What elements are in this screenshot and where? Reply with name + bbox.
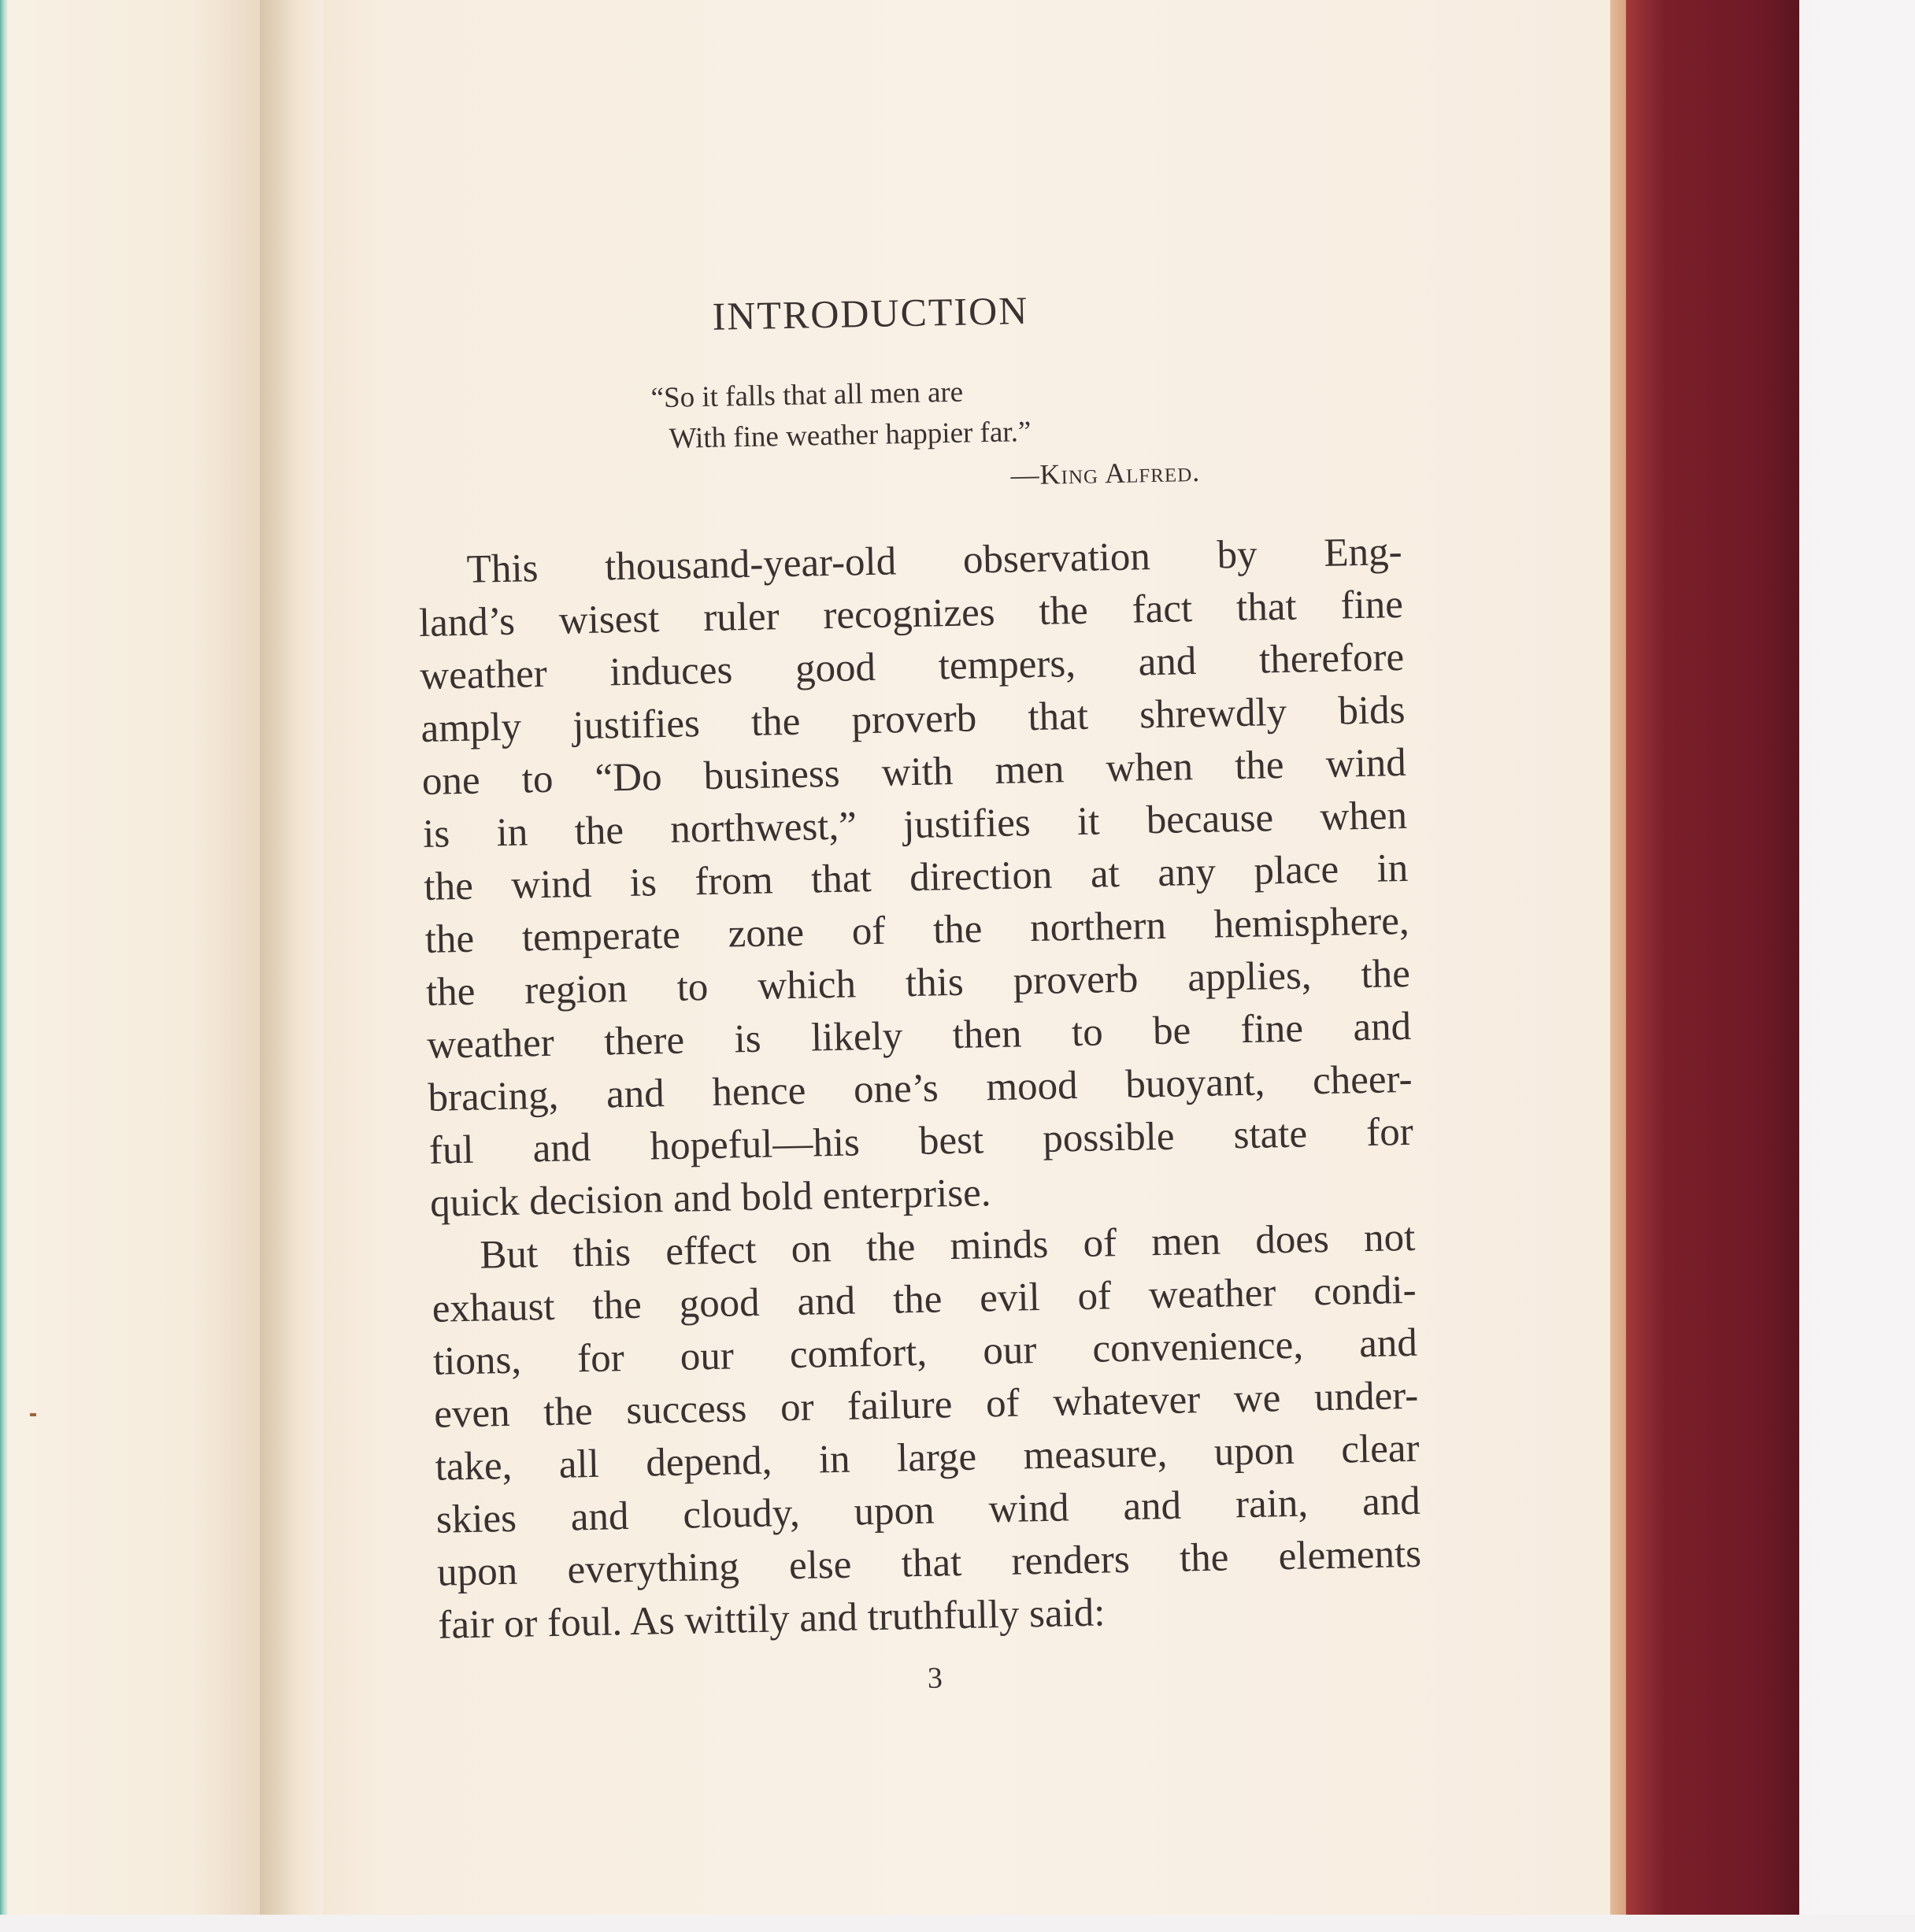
chapter-title: INTRODUCTION	[712, 288, 1029, 339]
text-line: the wind is from that direction at any place in	[423, 846, 1409, 909]
text-line: land’s wisest ruler recognizes the fact that fine	[418, 582, 1404, 646]
text-line: one to “Do business with men when the wind	[421, 740, 1407, 804]
text-line: skies and cloudy, upon wind and rain, and	[435, 1479, 1421, 1542]
page-number: 3	[927, 1661, 943, 1695]
paragraph-1	[417, 526, 1414, 1231]
paragraph-2	[431, 1212, 1423, 1653]
text-line: upon everything else that renders the elements	[436, 1531, 1422, 1595]
text-line: even the success or failure of whatever we under-	[433, 1373, 1419, 1437]
epigraph-attribution: —King Alfred.	[1010, 455, 1201, 491]
text-line: the region to which this proverb applies, the	[425, 951, 1411, 1015]
text-line: weather induces good tempers, and therefore	[419, 635, 1405, 698]
text-line: But this effect on the minds of men does not	[479, 1215, 1416, 1278]
text-line: the temperate zone of the northern hemisphere,	[424, 898, 1410, 962]
epigraph-line: With fine weather happier far.”	[669, 416, 1032, 455]
text-line: is in the northwest,” justifies it because when	[422, 793, 1408, 857]
text-line: take, all depend, in large measure, upon clear	[435, 1426, 1420, 1490]
text-line: exhaust the good and the evil of weather condi-	[432, 1268, 1417, 1331]
text-line: weather there is likely then to be fine and	[426, 1004, 1412, 1068]
epigraph-line: “So it falls that all men are	[650, 376, 964, 415]
text-line: This thousand-year-old observation by Eng-	[466, 530, 1403, 592]
text-line: fair or foul. As wittily and truthfully said:	[437, 1590, 1106, 1648]
text-line: amply justifies the proverb that shrewdly bids	[420, 687, 1406, 751]
text-line: ful and hopeful—his best possible state for	[428, 1109, 1414, 1173]
text-line: tions, for our comfort, our convenience, and	[432, 1320, 1418, 1384]
text-line: bracing, and hence one’s mood buoyant, cheer-	[428, 1057, 1413, 1120]
text-line: quick decision and bold enterprise.	[429, 1171, 991, 1226]
